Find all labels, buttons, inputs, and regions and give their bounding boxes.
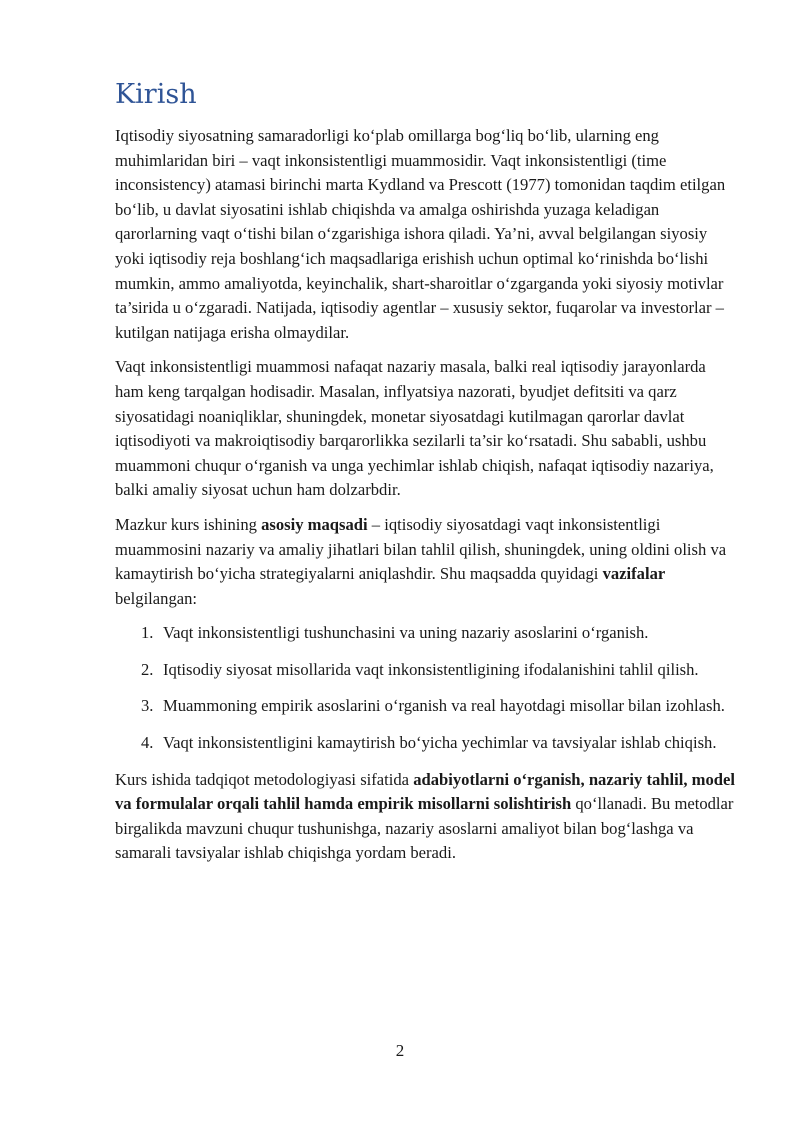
goal-text-middle: – iqtisodiy siyosatdagi vaqt inkonsistentligi muammosini nazariy va amaliy jihatlari bilan tahlil qilish, shuningdek, uning oldini olish va kamaytirish bo‘yicha strategiyalarni aniqlashdir. Shu maqsadda quyidagi — [115, 514, 727, 584]
goal-bold-term: asosiy maqsadi — [261, 514, 368, 534]
task-item — [115, 621, 737, 646]
document-page — [115, 76, 737, 876]
tasks-list — [115, 621, 737, 755]
task-text: Muammoning empirik asoslarini o‘rganish va real hayotdagi misollar bilan izohlash. — [163, 696, 725, 716]
task-text: Vaqt inkonsistentligini kamaytirish bo‘yicha yechimlar va tavsiyalar ishlab chiqish. — [163, 733, 717, 753]
task-text: Vaqt inkonsistentligi tushunchasini va uning nazariy asoslarini o‘rganish. — [163, 623, 649, 643]
task-number: 1. — [141, 623, 154, 643]
task-number: 2. — [141, 659, 154, 679]
task-item — [115, 694, 737, 719]
task-item — [115, 658, 737, 683]
method-bold-term: adabiyotlarni o‘rganish, nazariy tahlil, model va formulalar orqali tahlil hamda empirik misollarni solishtirish — [115, 769, 735, 814]
goal-text-after: belgilangan: — [115, 588, 198, 608]
task-number: 4. — [141, 733, 154, 753]
intro-paragraph-2: Vaqt inkonsistentligi muammosi nafaqat nazariy masala, balki real iqtisodiy jarayonlarda ham keng tarqalgan hodisadir. Masalan, inflyatsiya nazorati, byudjet defitsiti va qarz siyosatidagi noaniqliklar, shuningdek, monetar siyosatdagi kutilmagan qarorlar davlat iqtisodiyoti va makroiqtisodiy barqarorlikka sezilarli ta’sir ko‘rsatadi. Shu sababli, ushbu muammoni chuqur o‘rganish va unga yechimlar ishlab chiqish, nafaqat iqtisodiy nazariya, balki amaliy siyosat uchun ham dolzarbdir. — [115, 357, 714, 500]
methodology-paragraph — [115, 768, 737, 866]
task-number: 3. — [141, 696, 154, 716]
task-text: Iqtisodiy siyosat misollarida vaqt inkonsistentligining ifodalanishini tahlil qilish. — [163, 659, 699, 679]
tasks-bold-term: vazifalar — [602, 564, 666, 584]
task-item — [115, 731, 737, 756]
section-heading: Kirish — [115, 79, 197, 110]
method-text-after: qo‘llanadi. Bu metodlar birgalikda mavzuni chuqur tushunishga, nazariy asoslarni amaliyot bilan bog‘lashga va samarali tavsiyalar ishlab chiqishga yordam beradi. — [115, 794, 734, 863]
method-text-before: Kurs ishida tadqiqot metodologiyasi sifatida — [115, 769, 414, 789]
goal-paragraph — [115, 513, 737, 611]
intro-paragraph-1: Iqtisodiy siyosatning samaradorligi ko‘plab omillarga bog‘liq bo‘lib, ularning eng muhimlaridan biri – vaqt inkonsistentligi muammosidir. Vaqt inkonsistentligi (time inconsistency) atamasi birinchi marta Kydland va Prescott (1977) tomonidan taqdim etilgan bo‘lib, u davlat siyosatini ishlab chiqishda va amalga oshirishda yuzaga keladigan qarorlarning vaqt o‘tishi bilan o‘zgarishiga ishora qiladi. Ya’ni, avval belgilangan siyosiy yoki iqtisodiy reja boshlang‘ich maqsadlariga erishish uchun optimal ko‘rinishda bo‘lishi mumkin, ammo amaliyotda, keyinchalik, shart-sharoitlar o‘zgarganda yoki siyosiy motivlar ta’sirida u o‘zgaradi. Natijada, iqtisodiy agentlar – xususiy sektor, fuqarolar va investorlar – kutilgan natijaga erisha olmaydilar. — [115, 126, 726, 342]
page-number: 2 — [395, 1041, 405, 1060]
goal-text-before: Mazkur kurs ishining — [115, 514, 262, 534]
